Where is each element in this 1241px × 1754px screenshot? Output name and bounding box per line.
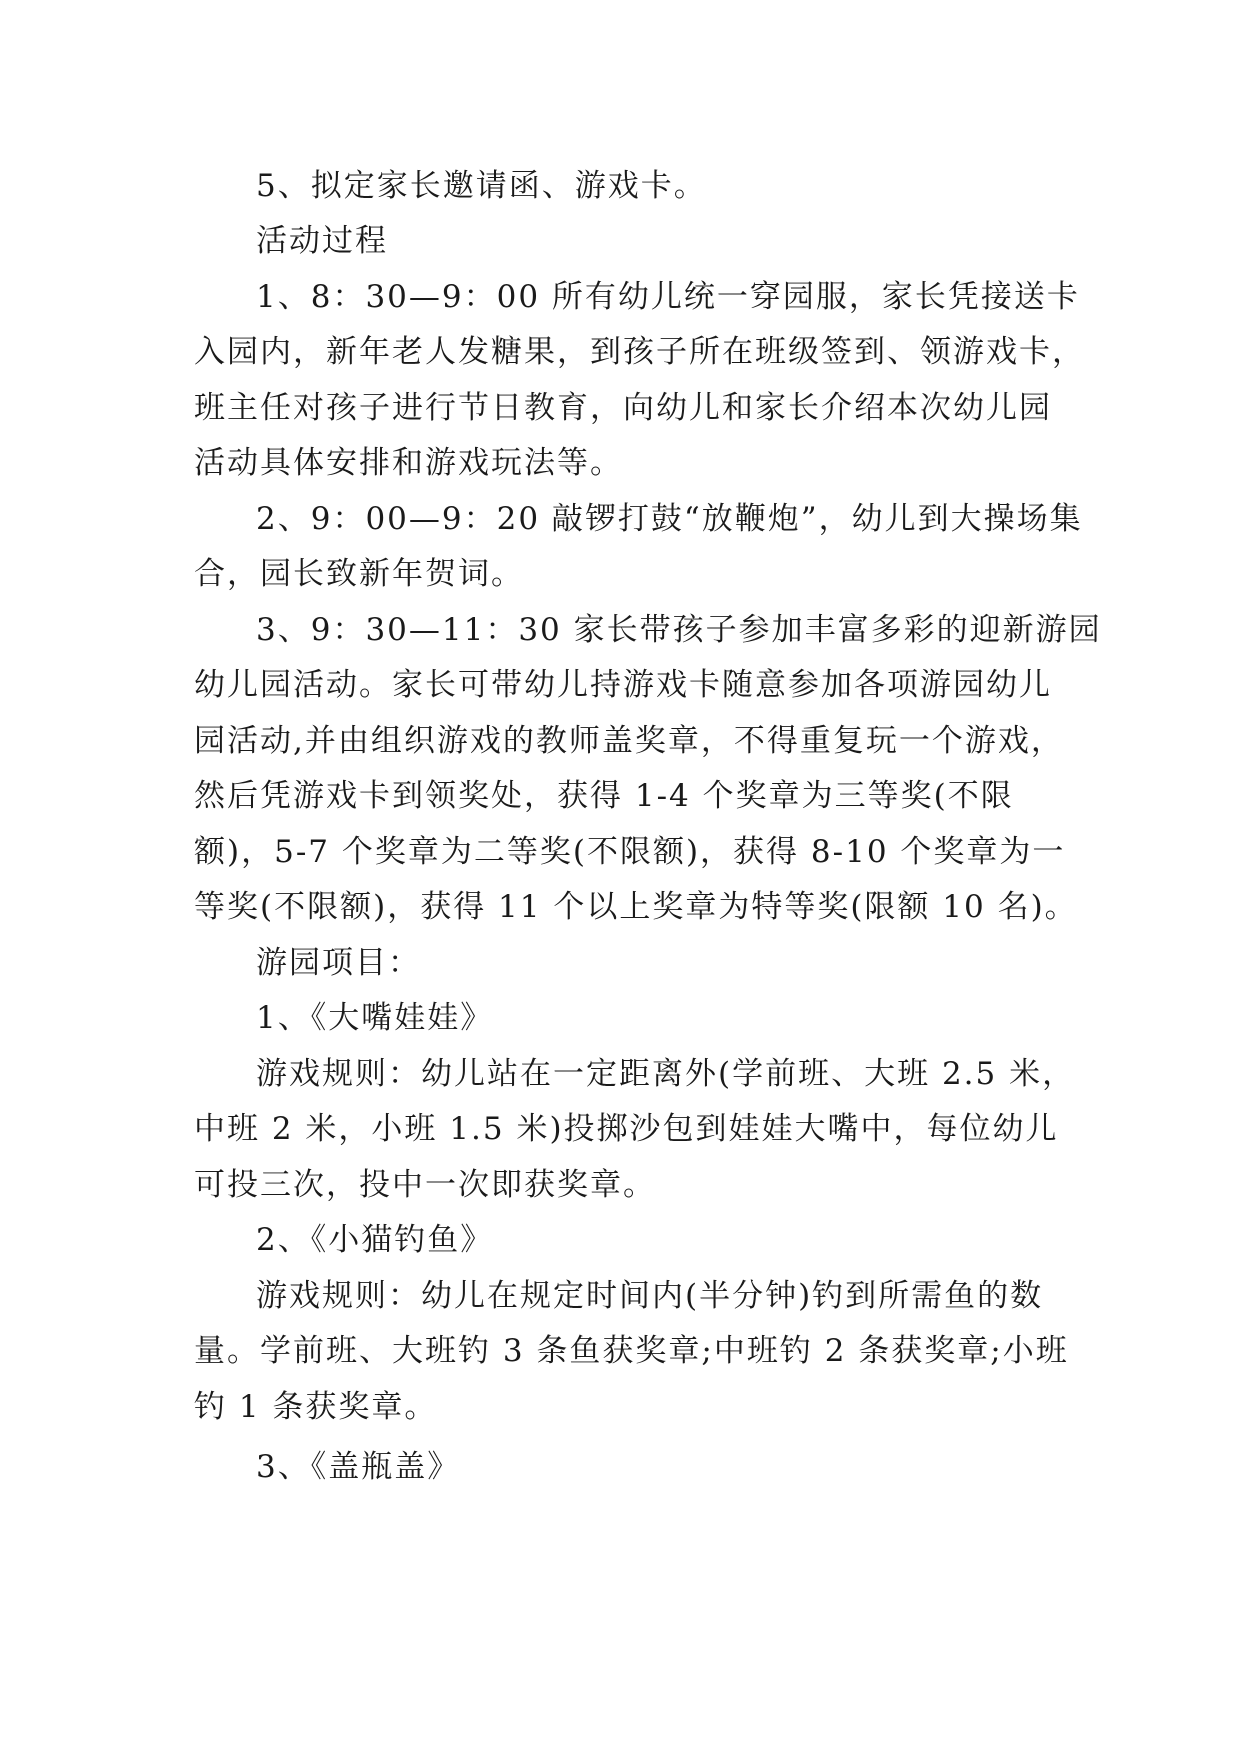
paragraph-line: 2、9：00—9：20 敲锣打鼓“放鞭炮”，幼儿到大操场集: [256, 501, 1083, 537]
game-title: 3、《盖瓶盖》: [256, 1449, 461, 1485]
paragraph-line: 额)，5-7 个奖章为二等奖(不限额)，获得 8-10 个奖章为一: [194, 834, 1066, 870]
paragraph-line: 园活动,并由组织游戏的教师盖奖章，不得重复玩一个游戏，: [194, 723, 1064, 759]
paragraph-line: 活动具体安排和游戏玩法等。: [194, 445, 623, 481]
paragraph-line: 游戏规则：幼儿站在一定距离外(学前班、大班 2.5 米，: [256, 1056, 1076, 1092]
paragraph-line: 班主任对孩子进行节日教育，向幼儿和家长介绍本次幼儿园: [194, 390, 1052, 426]
paragraph-line: 然后凭游戏卡到领奖处，获得 1-4 个奖章为三等奖(不限: [194, 778, 1014, 814]
section-heading: 活动过程: [256, 223, 388, 259]
paragraph-line: 钓 1 条获奖章。: [194, 1389, 438, 1425]
paragraph-line: 3、9：30—11：30 家长带孩子参加丰富多彩的迎新游园: [256, 612, 1102, 648]
paragraph-line: 游戏规则：幼儿在规定时间内(半分钟)钓到所需鱼的数: [256, 1278, 1044, 1314]
paragraph-line: 幼儿园活动。家长可带幼儿持游戏卡随意参加各项游园幼儿: [194, 667, 1052, 703]
section-heading: 游园项目：: [256, 945, 421, 981]
paragraph-line: 量。学前班、大班钓 3 条鱼获奖章;中班钓 2 条获奖章;小班: [194, 1333, 1069, 1369]
paragraph-line: 入园内，新年老人发糖果，到孩子所在班级签到、领游戏卡，: [194, 334, 1085, 370]
paragraph-line: 5、拟定家长邀请函、游戏卡。: [256, 168, 707, 204]
paragraph-line: 1、8：30—9：00 所有幼儿统一穿园服，家长凭接送卡: [256, 279, 1080, 315]
game-title: 1、《大嘴娃娃》: [256, 1000, 494, 1036]
paragraph-line: 等奖(不限额)，获得 11 个以上奖章为特等奖(限额 10 名)。: [194, 889, 1078, 925]
paragraph-line: 中班 2 米，小班 1.5 米)投掷沙包到娃娃大嘴中，每位幼儿: [194, 1111, 1059, 1147]
paragraph-line: 合，园长致新年贺词。: [194, 556, 524, 592]
game-title: 2、《小猫钓鱼》: [256, 1222, 494, 1258]
paragraph-line: 可投三次，投中一次即获奖章。: [194, 1167, 656, 1203]
